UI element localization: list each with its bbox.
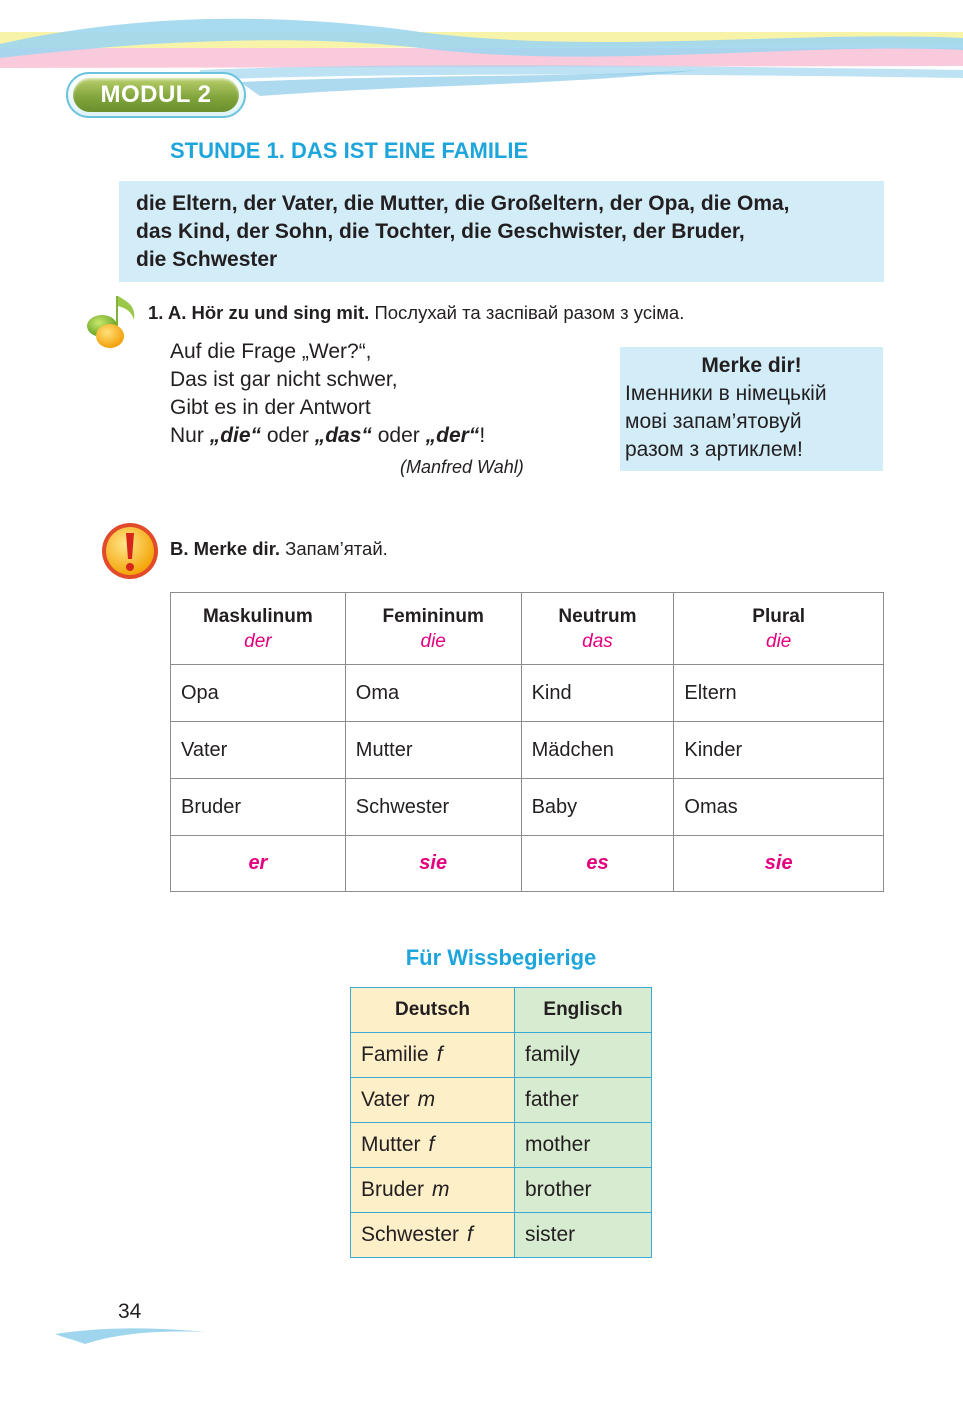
- header-name: Maskulinum: [202, 605, 313, 627]
- poem-line: Das ist gar nicht schwer,: [170, 368, 398, 391]
- vocabulary-line: die Schwester: [136, 248, 278, 271]
- table-row: [171, 665, 884, 722]
- poem-author: (Manfred Wahl): [400, 457, 524, 477]
- german-word: Schwester: [361, 1223, 460, 1246]
- merke-line: мові запам’ятовуй: [625, 410, 802, 433]
- header-article: das: [582, 630, 613, 652]
- task-b-label: B. Merke dir.: [170, 538, 281, 559]
- header-name: Femininum: [382, 605, 484, 627]
- table-row: [171, 779, 884, 836]
- header-article: die: [420, 630, 446, 652]
- table-cell: Omas: [674, 779, 884, 836]
- gender-marker: m: [432, 1178, 450, 1201]
- wissbegierige-table: [350, 987, 652, 1258]
- header-name: Plural: [752, 605, 806, 627]
- gender-marker: f: [467, 1223, 473, 1246]
- vocabulary-box: [119, 181, 884, 282]
- german-word: Vater: [361, 1088, 410, 1111]
- english-word: family: [515, 1033, 652, 1078]
- vocabulary-line: die Eltern, der Vater, die Mutter, die Großeltern, der Opa, die Oma,: [136, 192, 790, 215]
- header-englisch: Englisch: [515, 988, 652, 1033]
- english-word: mother: [515, 1123, 652, 1168]
- header-article: der: [244, 630, 272, 652]
- english-word: brother: [515, 1168, 652, 1213]
- page-number: 34: [118, 1300, 142, 1323]
- task-a-label: 1. A. Hör zu und sing mit.: [148, 302, 370, 323]
- table-cell: Bruder: [171, 779, 346, 836]
- pronoun-cell: er: [171, 836, 346, 892]
- german-word-cell: [351, 1078, 515, 1123]
- gender-marker: m: [417, 1088, 436, 1111]
- gender-table: [170, 592, 884, 892]
- task-b: [170, 538, 388, 560]
- gender-marker: f: [428, 1133, 435, 1156]
- exclamation-icon: [100, 521, 160, 581]
- poem-text: !: [479, 424, 486, 447]
- header-plural: [674, 593, 884, 665]
- english-word: father: [515, 1078, 652, 1123]
- german-word: Bruder: [361, 1178, 425, 1201]
- poem-line: Auf die Frage „Wer?“,: [170, 340, 372, 363]
- header-maskulinum: [171, 593, 346, 665]
- table-cell: Vater: [171, 722, 346, 779]
- poem-article-der: „der“: [425, 424, 480, 447]
- table-cell: Kind: [521, 665, 674, 722]
- table-cell: Schwester: [345, 779, 521, 836]
- pronoun-row: [171, 836, 884, 892]
- pronoun-cell: sie: [674, 836, 884, 892]
- table-row: [351, 1033, 652, 1078]
- poem-text: Nur: [170, 424, 210, 447]
- german-word-cell: [351, 1168, 515, 1213]
- table-cell: Oma: [345, 665, 521, 722]
- german-word-cell: [351, 1123, 515, 1168]
- header-deutsch: Deutsch: [351, 988, 515, 1033]
- poem-text: oder: [261, 424, 315, 447]
- table-header-row: [351, 988, 652, 1033]
- poem-line: [170, 422, 485, 450]
- german-word-cell: [351, 1213, 515, 1258]
- poem-article-das: „das“: [314, 424, 372, 447]
- table-cell: Opa: [171, 665, 346, 722]
- task-a-instruction: Послухай та заспівай разом з усіма.: [369, 302, 685, 323]
- merke-line: разом з артиклем!: [625, 438, 803, 461]
- table-row: [351, 1078, 652, 1123]
- german-word: Mutter: [361, 1133, 421, 1156]
- footer-wave: [55, 1318, 205, 1348]
- merke-line: Іменники в німецькій: [625, 382, 827, 405]
- merke-title: Merke dir!: [701, 354, 802, 377]
- poem: [170, 338, 485, 450]
- table-header-row: [171, 593, 884, 665]
- module-badge: [66, 72, 246, 118]
- table-cell: Mutter: [345, 722, 521, 779]
- header-name: Neutrum: [558, 605, 637, 627]
- poem-line: Gibt es in der Antwort: [170, 396, 371, 419]
- pronoun-cell: es: [521, 836, 674, 892]
- english-word: sister: [515, 1213, 652, 1258]
- task-b-instruction: Запам’ятай.: [280, 538, 388, 559]
- header-neutrum: [521, 593, 674, 665]
- poem-article-die: „die“: [209, 424, 262, 447]
- table-row: [351, 1213, 652, 1258]
- table-cell: Eltern: [674, 665, 884, 722]
- table-cell: Mädchen: [521, 722, 674, 779]
- music-note-icon: [84, 292, 146, 354]
- merke-box: [620, 347, 883, 471]
- poem-text: oder: [371, 424, 426, 447]
- gender-marker: f: [436, 1043, 443, 1066]
- wissbegierige-title: Für Wissbegierige: [405, 945, 597, 970]
- german-word: Familie: [361, 1043, 429, 1066]
- task-a: [148, 302, 684, 324]
- table-cell: Kinder: [674, 722, 884, 779]
- german-word-cell: [351, 1033, 515, 1078]
- pronoun-cell: sie: [345, 836, 521, 892]
- header-article: die: [766, 630, 792, 652]
- header-femininum: [345, 593, 521, 665]
- vocabulary-line: das Kind, der Sohn, die Tochter, die Geschwister, der Bruder,: [136, 220, 745, 243]
- lesson-title: STUNDE 1. DAS IST EINE FAMILIE: [170, 138, 529, 163]
- module-label: MODUL 2: [73, 78, 239, 112]
- table-cell: Baby: [521, 779, 674, 836]
- table-row: [171, 722, 884, 779]
- table-row: [351, 1168, 652, 1213]
- table-row: [351, 1123, 652, 1168]
